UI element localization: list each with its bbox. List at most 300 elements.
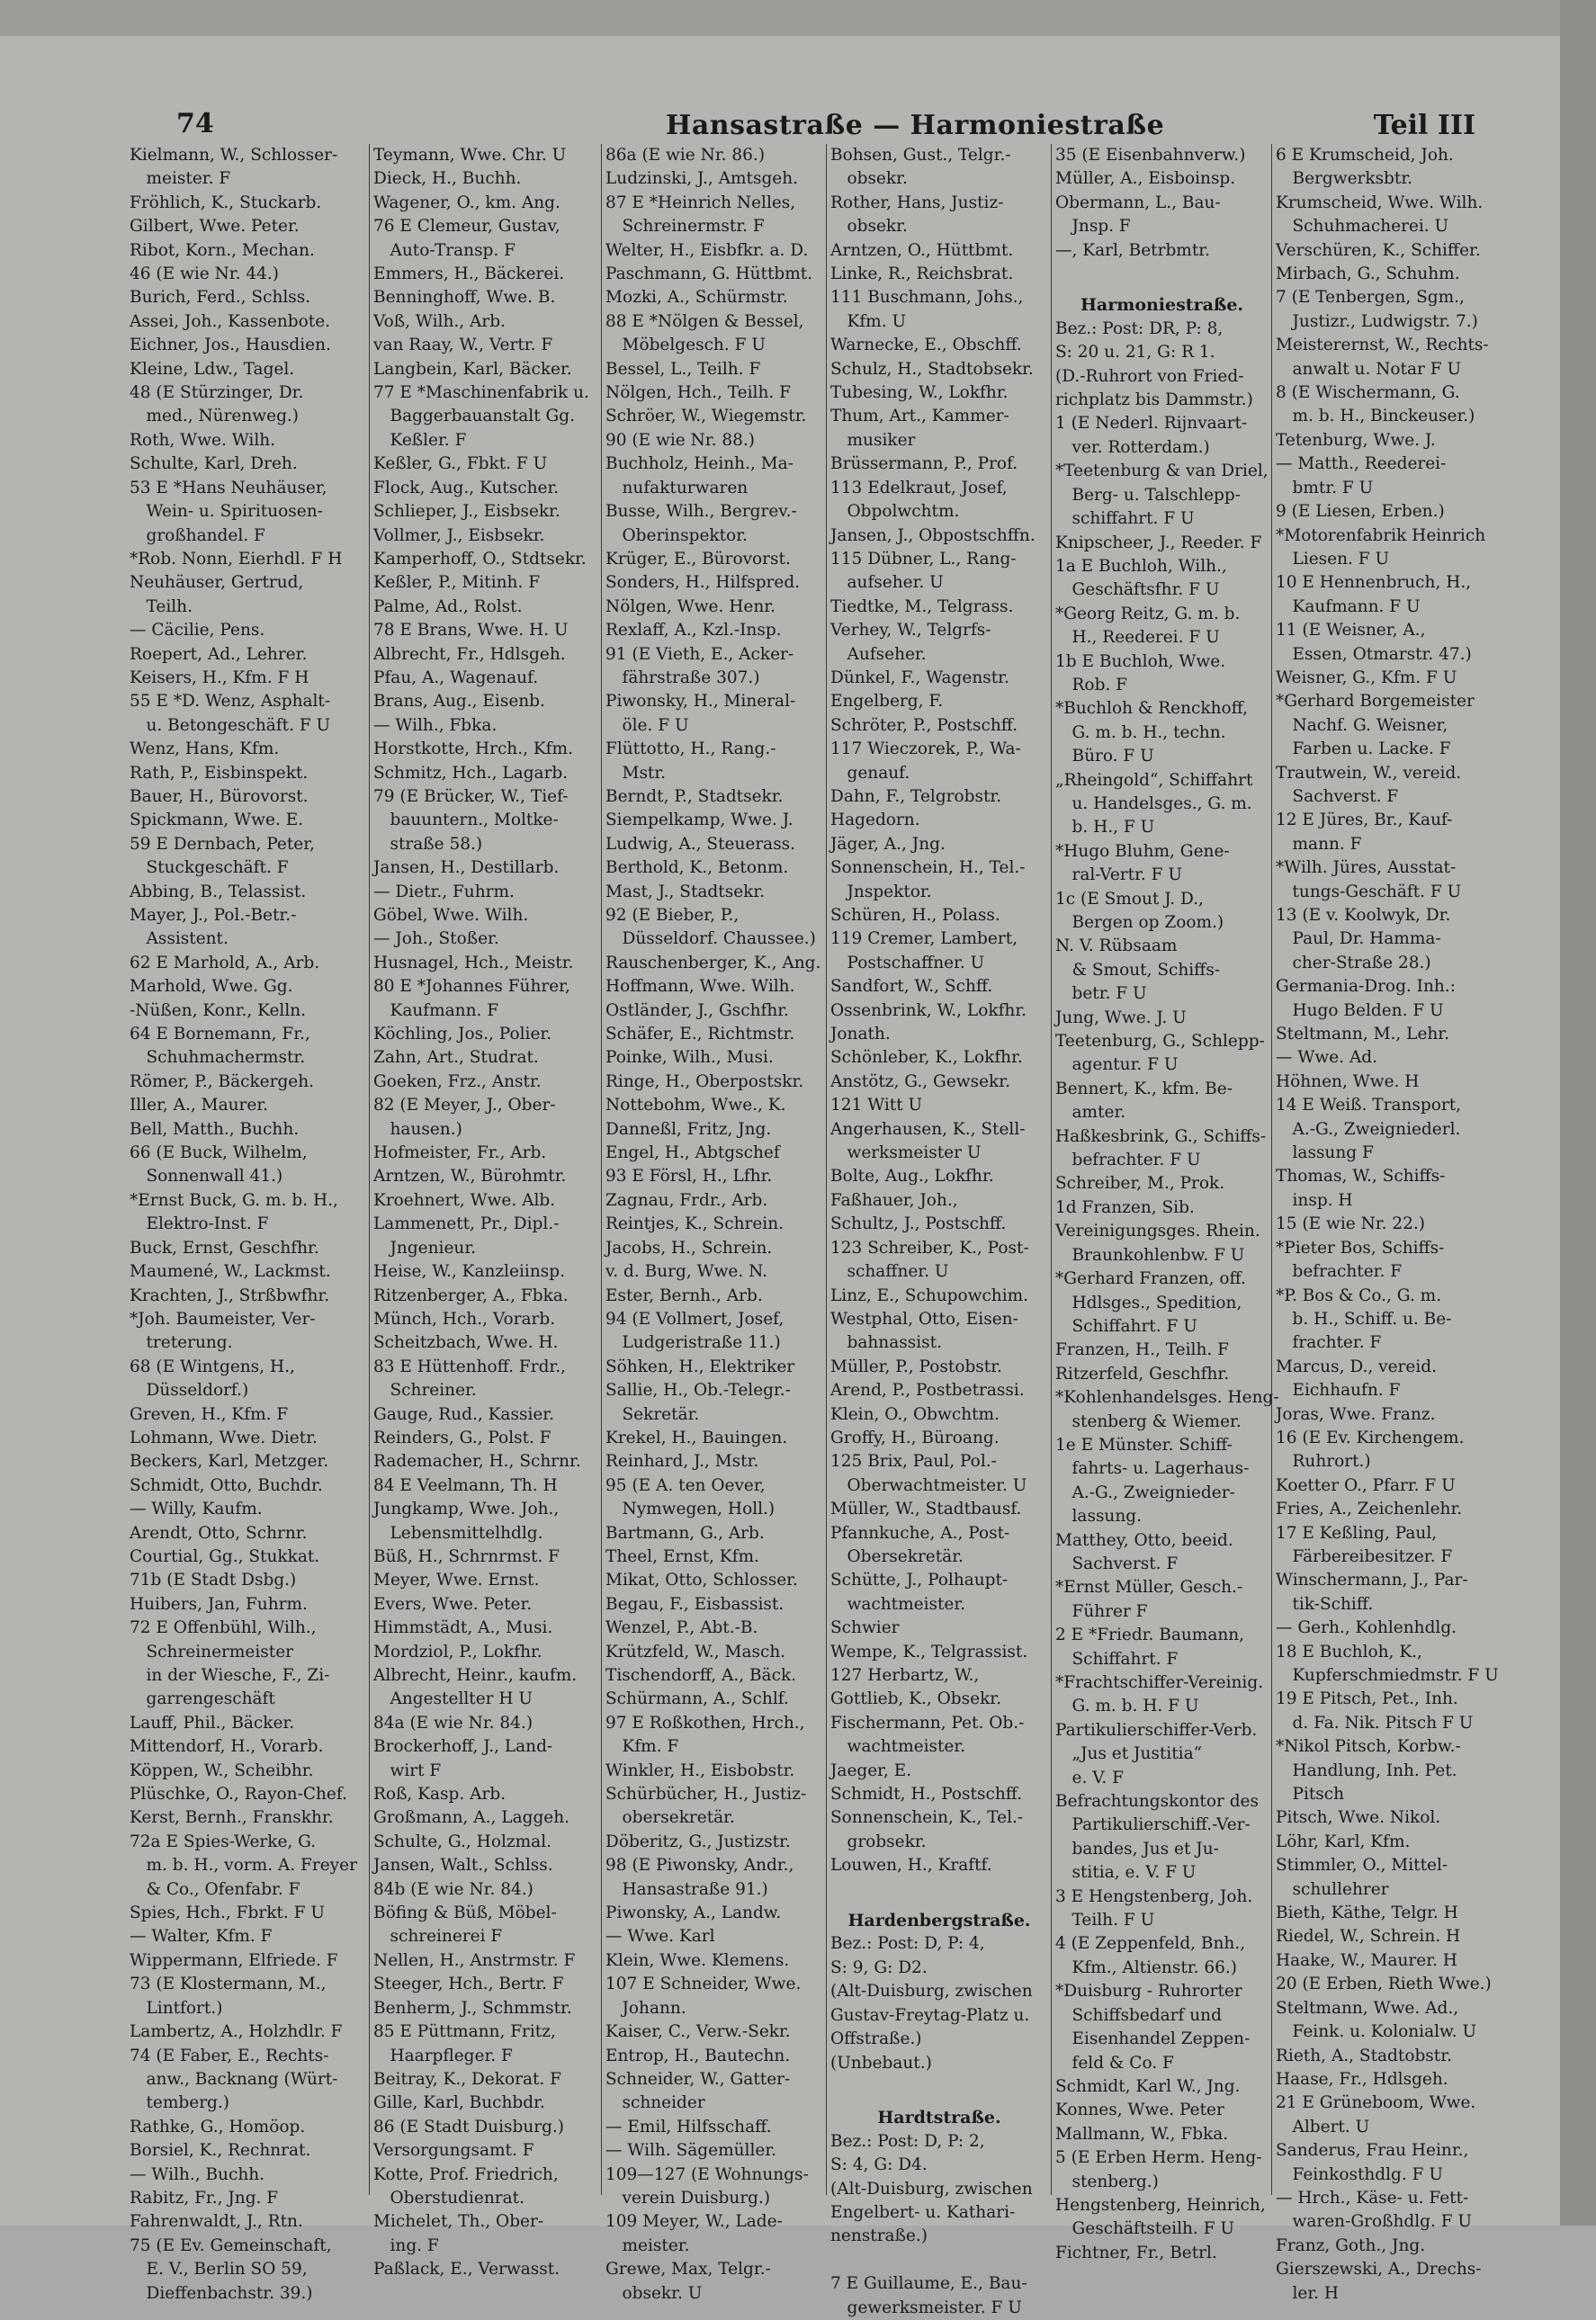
directory-entry: Nölgen, Hch., Teilh. F <box>605 383 791 403</box>
directory-entry: Winkler, H., Eisbobstr. <box>605 1760 795 1780</box>
directory-entry: Schreiner. <box>373 1381 477 1401</box>
directory-entry: Partikulierschiffer-Verb. <box>1055 1720 1258 1740</box>
directory-entry: Neuhäuser, Gertrud, <box>130 573 304 593</box>
directory-entry: 119 Cremer, Lambert, <box>830 929 1018 949</box>
directory-entry: Joras, Wwe. Franz. <box>1276 1404 1436 1424</box>
directory-entry: Burich, Ferd., Schlss. <box>130 288 311 308</box>
directory-entry: Arend, P., Postbetrassi. <box>830 1381 1025 1401</box>
directory-entry: 5 (E Erben Herm. Heng- <box>1055 2148 1262 2168</box>
directory-entry: — Dietr., Fuhrm. <box>373 882 515 901</box>
directory-entry: 21 E Grüneboom, Wwe. <box>1276 2093 1476 2113</box>
directory-entry: Benherm, J., Schmmstr. <box>373 1998 572 2018</box>
directory-entry: Bennert, K., kfm. Be- <box>1055 1079 1233 1098</box>
directory-entry: Zagnau, Frdr., Arb. <box>605 1190 768 1210</box>
directory-entry: Sallie, H., Ob.-Telegr.- <box>605 1381 791 1401</box>
directory-entry: Teilh. F U <box>1055 1911 1155 1930</box>
directory-entry: richplatz bis Dammstr.) <box>1055 390 1253 410</box>
directory-entry: (Alt-Duisburg, zwischen <box>830 1982 1033 2002</box>
directory-entry: Heise, W., Kanzleiinsp. <box>373 1262 565 1282</box>
directory-entry: Lammenett, Pr., Dipl.- <box>373 1214 560 1234</box>
street-heading: Hardtstraße. <box>877 2108 1001 2128</box>
directory-entry: Rabitz, Fr., Jng. F <box>130 2188 279 2208</box>
directory-entry: feld & Co. F <box>1055 2053 1174 2073</box>
directory-entry: & Co., Ofenfabr. F <box>130 1879 300 1899</box>
directory-entry: Jäger, A., Jng. <box>830 834 946 854</box>
directory-entry: 94 (E Vollmert, Josef, <box>605 1309 785 1329</box>
directory-entry: Reinhard, J., Mstr. <box>605 1452 759 1472</box>
directory-entry: G. m. b. H. F U <box>1055 1697 1199 1716</box>
directory-entry: — Gerh., Kohlenhdlg. <box>1276 1618 1457 1638</box>
directory-entry: 9 (E Liesen, Erben.) <box>1276 502 1445 522</box>
directory-entry: Trautwein, W., vereid. <box>1276 763 1462 783</box>
directory-entry: 68 (E Wintgens, H., <box>130 1357 295 1376</box>
directory-entry: großhandel. F <box>130 525 265 545</box>
directory-entry: Versorgungsamt. F <box>373 2141 534 2161</box>
directory-entry: Winschermann, J., Par- <box>1276 1571 1468 1590</box>
directory-entry: Paßlack, E., Verwasst. <box>373 2260 560 2280</box>
directory-entry: frachter. F <box>1276 1333 1382 1353</box>
directory-entry: 86 (E Stadt Duisburg.) <box>373 2117 565 2136</box>
directory-entry: S: 9, G: D2. <box>830 1957 928 1977</box>
directory-entry: Höhnen, Wwe. H <box>1276 1071 1420 1091</box>
directory-entry: Beitray, K., Dekorat. F <box>373 2069 562 2089</box>
directory-entry: Gierszewski, A., Drechs- <box>1276 2260 1482 2280</box>
directory-entry: Braunkohlenbw. F U <box>1055 1245 1245 1265</box>
directory-entry: Ossenbrink, W., Lokfhr. <box>830 1000 1027 1020</box>
directory-entry: Rathke, G., Homöop. <box>130 2117 306 2136</box>
directory-entry: Nölgen, Wwe. Henr. <box>605 596 776 616</box>
directory-entry: Schwier <box>830 1618 900 1638</box>
directory-entry: 72a E Spies-Werke, G. <box>130 1832 317 1851</box>
directory-entry: lassung F <box>1276 1143 1374 1163</box>
directory-entry: verein Duisburg.) <box>605 2188 771 2208</box>
directory-entry: 88 E *Nölgen & Bessel, <box>605 311 804 331</box>
directory-entry: Langbein, Karl, Bäcker. <box>373 359 572 379</box>
directory-entry: Borsiel, K., Rechnrat. <box>130 2141 311 2161</box>
directory-entry: Bez.: Post: DR, P: 8, <box>1055 318 1224 338</box>
directory-entry: Mikat, Otto, Schlosser. <box>605 1571 798 1590</box>
directory-entry: Wein- u. Spirituosen- <box>130 502 323 522</box>
directory-entry: Groffy, H., Büroang. <box>830 1428 1000 1447</box>
directory-entry: temberg.) <box>130 2093 229 2113</box>
directory-entry: 48 (E Stürzinger, Dr. <box>130 383 304 403</box>
directory-entry: Westphal, Otto, Eisen- <box>830 1309 1018 1329</box>
directory-entry: Fröhlich, K., Stuckarb. <box>130 193 322 212</box>
directory-entry: Arendt, Otto, Schrnr. <box>130 1523 308 1543</box>
directory-entry: Sandfort, W., Schff. <box>830 977 993 997</box>
directory-entry: Dünkel, F., Wagenstr. <box>830 667 1009 687</box>
directory-entry: wachtmeister. <box>830 1594 966 1614</box>
directory-entry: Bergen op Zoom.) <box>1055 913 1224 932</box>
directory-entry: hausen.) <box>373 1119 462 1139</box>
street-heading: Harmoniestraße. <box>1080 295 1244 316</box>
directory-entry: Kfm., Altienstr. 66.) <box>1055 1957 1237 1977</box>
directory-entry: 7 E Guillaume, E., Bau- <box>830 2274 1027 2294</box>
directory-entry: 2 E *Friedr. Baumann, <box>1055 1626 1245 1645</box>
directory-entry: *Ernst Buck, G. m. b. H., <box>130 1190 338 1210</box>
directory-entry: öle. F U <box>605 715 689 735</box>
directory-entry: Tischendorff, A., Bäck. <box>605 1666 797 1685</box>
directory-entry: Schreinermstr. F <box>605 217 765 237</box>
directory-entry: befrachter. F U <box>1055 1151 1201 1170</box>
directory-entry: Verhey, W., Telgrfs- <box>830 621 991 640</box>
directory-entry: -Nüßen, Konr., Kelln. <box>130 1000 307 1020</box>
columns-area <box>126 144 1502 2317</box>
directory-entry: 125 Brix, Paul, Pol.- <box>830 1452 997 1472</box>
directory-entry: 109 Meyer, W., Lade- <box>605 2212 783 2232</box>
directory-entry: Keßler, G., Fbkt. F U <box>373 454 548 474</box>
directory-entry: Bell, Matth., Buchh. <box>130 1119 300 1139</box>
directory-entry: Jonath. <box>830 1025 891 1044</box>
directory-entry: meister. F <box>130 169 231 189</box>
directory-entry: Köppen, W., Scheibhr. <box>130 1760 314 1780</box>
directory-entry: treterung. <box>130 1333 233 1353</box>
directory-entry: Schiffsbedarf und <box>1055 2005 1222 2025</box>
directory-entry: Feink. u. Kolonialw. U <box>1276 2022 1477 2042</box>
directory-entry: Jacobs, H., Schrein. <box>605 1238 773 1258</box>
directory-entry: Buchholz, Heinh., Ma- <box>605 454 794 474</box>
directory-entry: *Joh. Baumeister, Ver- <box>130 1309 316 1329</box>
directory-entry: in der Wiesche, F., Zi- <box>130 1666 330 1685</box>
directory-entry: Scheitzbach, Wwe. H. <box>373 1333 559 1353</box>
directory-entry: — Wilh., Buchh. <box>130 2164 265 2184</box>
directory-entry: 71b (E Stadt Dsbg.) <box>130 1571 297 1590</box>
directory-entry: Tetenburg, Wwe. J. <box>1276 430 1436 450</box>
directory-entry: *Duisburg - Ruhrorter <box>1055 1982 1242 2002</box>
directory-entry: Eichhaufn. F <box>1276 1381 1401 1401</box>
directory-entry: 8 (E Wischermann, G. <box>1276 383 1460 403</box>
directory-entry: Ruhrort.) <box>1276 1452 1371 1472</box>
directory-entry: Benninghoff, Wwe. B. <box>373 288 556 308</box>
directory-entry: Teilh. <box>130 596 193 616</box>
directory-entry: Thomas, W., Schiffs- <box>1276 1167 1446 1187</box>
directory-entry: Albert. U <box>1276 2117 1370 2136</box>
directory-entry: — Emil, Hilfsschaff. <box>605 2117 772 2136</box>
directory-entry: S: 4, G: D4. <box>830 2155 928 2175</box>
directory-entry: 87 E *Heinrich Nelles, <box>605 193 796 212</box>
directory-entry: 121 Witt U <box>830 1096 923 1115</box>
directory-entry: Krumscheid, Wwe. Wilh. <box>1276 193 1484 212</box>
directory-entry: anw., Backnang (Würt- <box>130 2069 338 2089</box>
directory-entry: 84 E Veelmann, Th. H <box>373 1475 558 1495</box>
directory-entry: Busse, Wilh., Bergrev.- <box>605 502 797 522</box>
directory-entry: *Gerhard Borgemeister <box>1276 692 1475 712</box>
directory-entry: Fischermann, Pet. Ob.- <box>830 1713 1025 1733</box>
directory-entry: Greven, H., Kfm. F <box>130 1404 289 1424</box>
directory-entry: Ludgeristraße 11.) <box>605 1333 781 1353</box>
directory-entry: 86a (E wie Nr. 86.) <box>605 146 766 165</box>
directory-entry: 97 E Roßkothen, Hrch., <box>605 1713 805 1733</box>
directory-entry: 19 E Pitsch, Pet., Inh. <box>1276 1689 1458 1709</box>
directory-entry: bauuntern., Moltke- <box>373 811 559 830</box>
directory-entry: nenstraße.) <box>830 2226 928 2246</box>
directory-entry: Spies, Hch., Fbrkt. F U <box>130 1903 325 1923</box>
directory-entry: Gilbert, Wwe. Peter. <box>130 217 300 237</box>
directory-entry: Sanderus, Frau Heinr., <box>1276 2141 1469 2161</box>
directory-entry: schiffahrt. F U <box>1055 509 1195 529</box>
directory-entry: nufakturwaren <box>605 478 749 497</box>
directory-entry: Schmitz, Hch., Lagarb. <box>373 763 569 783</box>
directory-entry: Hagedorn. <box>830 811 920 830</box>
column-3 <box>601 144 827 2303</box>
directory-entry: Rauschenberger, K., Ang. <box>605 953 821 972</box>
directory-entry: Schreinermeister <box>130 1642 293 1662</box>
directory-entry: Weisner, G., Kfm. F U <box>1276 667 1457 687</box>
directory-entry: Nottebohm, Wwe., K. <box>605 1096 786 1115</box>
directory-entry: Schmidt, H., Postschff. <box>830 1785 1023 1805</box>
directory-entry: Keßler, P., Mitinh. F <box>373 573 541 593</box>
directory-entry: — Wwe. Karl <box>605 1927 715 1947</box>
directory-entry: Klein, Wwe. Klemens. <box>605 1950 790 1970</box>
directory-entry: Kfm. U <box>830 311 907 331</box>
directory-entry: Anstötz, G., Gewsekr. <box>830 1071 1010 1091</box>
directory-entry: 77 E *Maschinenfabrik u. <box>373 383 589 403</box>
directory-entry: Roth, Wwe. Wilh. <box>130 430 276 450</box>
directory-entry: 75 (E Ev. Gemeinschaft, <box>130 2235 332 2255</box>
directory-entry: Bieth, Käthe, Telgr. H <box>1276 1903 1458 1923</box>
directory-entry: meister. <box>605 2235 690 2255</box>
directory-entry: Jung, Wwe. J. U <box>1055 1008 1187 1027</box>
directory-entry: m. b. H., Binckeuser.) <box>1276 407 1475 426</box>
directory-entry: 18 E Buchloh, K., <box>1276 1642 1422 1662</box>
directory-entry: Wippermann, Elfriede. F <box>130 1950 338 1970</box>
directory-entry: 73 (E Klostermann, M., <box>130 1975 327 1994</box>
directory-entry: Bartmann, G., Arb. <box>605 1523 765 1543</box>
directory-entry: wachtmeister. <box>830 1737 966 1757</box>
directory-entry: 1c (E Smout J. D., <box>1055 889 1204 909</box>
directory-entry: Evers, Wwe. Peter. <box>373 1594 533 1614</box>
directory-entry: Berg- u. Talschlepp- <box>1055 485 1241 505</box>
directory-entry: 1a E Buchloh, Wilh., <box>1055 556 1227 576</box>
directory-entry: Bez.: Post: D, P: 4, <box>830 1934 985 1954</box>
directory-entry: Möbelgesch. F U <box>605 336 766 355</box>
directory-entry: Gustav-Freytag-Platz u. <box>830 2005 1030 2025</box>
directory-entry: Matthey, Otto, beeid. <box>1055 1530 1233 1550</box>
directory-entry: b. H., F U <box>1055 818 1155 838</box>
directory-entry: Hansastraße 91.) <box>605 1879 768 1899</box>
directory-entry: cher-Straße 28.) <box>1276 953 1431 972</box>
directory-entry: Louwen, H., Kraftf. <box>830 1856 992 1876</box>
directory-entry: Kfm. F <box>605 1737 679 1757</box>
directory-entry: Schmidt, Karl W., Jng. <box>1055 2076 1241 2096</box>
directory-entry: 35 (E Eisenbahnverw.) <box>1055 146 1246 165</box>
directory-entry: *Pieter Bos, Schiffs- <box>1276 1238 1445 1258</box>
directory-entry: v. d. Burg, Wwe. N. <box>605 1262 768 1282</box>
directory-entry: Eisenhandel Zeppen- <box>1055 2029 1251 2049</box>
directory-entry: Jaeger, E. <box>830 1760 912 1780</box>
directory-entry: Sonders, H., Hilfspred. <box>605 573 801 593</box>
directory-entry: Rath, P., Eisbinspekt. <box>130 763 309 783</box>
directory-entry: — Willy, Kaufm. <box>130 1500 263 1519</box>
directory-entry: *Wilh. Jüres, Ausstat- <box>1276 858 1457 878</box>
directory-entry: *P. Bos & Co., G. m. <box>1276 1285 1442 1305</box>
directory-entry: Römer, P., Bäckergeh. <box>130 1071 315 1091</box>
directory-entry: Vereinigungsges. Rhein. <box>1055 1222 1260 1241</box>
directory-entry: Brüssermann, P., Prof. <box>830 454 1018 474</box>
directory-entry: 7 (E Tenbergen, Sgm., <box>1276 288 1465 308</box>
directory-entry: 12 E Jüres, Br., Kauf- <box>1276 811 1453 830</box>
directory-entry: Oberinspektor. <box>605 525 748 545</box>
directory-entry: A.-G., Zweignieder- <box>1055 1482 1235 1502</box>
directory-entry: Himmstädt, A., Musi. <box>373 1618 553 1638</box>
directory-entry: Nymwegen, Holl.) <box>605 1500 776 1519</box>
directory-entry: Lohmann, Wwe. Dietr. <box>130 1428 318 1447</box>
directory-entry: 76 E Clemeur, Gustav, <box>373 217 560 237</box>
directory-entry: Schröer, W., Wiegemstr. <box>605 407 807 426</box>
directory-entry: Paul, Dr. Hamma- <box>1276 929 1441 949</box>
directory-entry: Führer F <box>1055 1601 1148 1621</box>
directory-entry: Berthold, K., Betonm. <box>605 858 789 878</box>
directory-entry: Krekel, H., Bauingen. <box>605 1428 788 1447</box>
directory-entry: Riedel, W., Schrein. H <box>1276 1927 1461 1947</box>
directory-entry: —, Karl, Betrbmtr. <box>1055 240 1210 260</box>
directory-entry: Jansen, Walt., Schlss. <box>373 1856 553 1876</box>
directory-entry: 59 E Dernbach, Peter, <box>130 834 315 854</box>
directory-entry: obsekr. U <box>605 2283 703 2303</box>
directory-entry: 127 Herbartz, W., <box>830 1666 980 1685</box>
directory-entry: Schneider, W., Gatter- <box>605 2069 791 2089</box>
directory-entry: Böfing & Büß, Möbel- <box>373 1903 557 1923</box>
directory-entry: bmtr. F U <box>1276 478 1374 497</box>
directory-entry: bahnassist. <box>830 1333 942 1353</box>
directory-entry: Schiffahrt. F U <box>1055 1316 1197 1336</box>
directory-entry: Linz, E., Schupowchim. <box>830 1285 1029 1305</box>
directory-entry: Wagener, O., km. Ang. <box>373 193 560 212</box>
directory-entry: 66 (E Buck, Wilhelm, <box>130 1143 308 1163</box>
running-title: Hansastraße — Harmoniestraße <box>666 110 1165 141</box>
directory-entry: Mittendorf, H., Vorarb. <box>130 1737 324 1757</box>
directory-entry: Ribot, Korn., Mechan. <box>130 240 315 260</box>
directory-entry: Mozki, A., Schürmstr. <box>605 288 788 308</box>
directory-entry: Befrachtungskontor des <box>1055 1792 1259 1812</box>
directory-entry: Flock, Aug., Kutscher. <box>373 478 560 497</box>
directory-entry: Jnspektor. <box>830 882 932 901</box>
directory-entry: Emmers, H., Bäckerei. <box>373 264 565 284</box>
scan-border-top <box>0 0 1596 36</box>
directory-entry: 17 E Keßling, Paul, <box>1276 1523 1438 1543</box>
directory-entry: Marhold, Wwe. Gg. <box>130 977 293 997</box>
directory-entry: Bohsen, Gust., Telgr.- <box>830 146 1011 165</box>
directory-entry: Schuhmachermstr. <box>130 1048 306 1068</box>
directory-entry: Klein, O., Obwchtm. <box>830 1404 1000 1424</box>
column-2 <box>369 144 602 2280</box>
directory-entry <box>1052 263 1272 286</box>
directory-entry: Feinkosthdlg. F U <box>1276 2164 1443 2184</box>
directory-entry: ral-Vertr. F U <box>1055 865 1182 885</box>
directory-entry: Bez.: Post: D, P: 2, <box>830 2131 985 2151</box>
directory-entry: 98 (E Piwonsky, Andr., <box>605 1856 794 1876</box>
directory-entry: Teetenburg, G., Schlepp- <box>1055 1032 1265 1052</box>
directory-entry <box>827 2075 1052 2099</box>
directory-entry: Franz, Goth., Jng. <box>1276 2235 1426 2255</box>
directory-entry: Obpolwchtm. <box>830 502 960 522</box>
directory-entry: stenberg & Wiemer. <box>1055 1411 1242 1431</box>
directory-entry: Schreiber, M., Prok. <box>1055 1174 1225 1194</box>
directory-entry: Obermann, L., Bau- <box>1055 193 1221 212</box>
directory-entry: agentur. F U <box>1055 1055 1179 1075</box>
directory-entry: Steltmann, M., Lehr. <box>1276 1025 1449 1044</box>
directory-entry: musiker <box>830 430 916 450</box>
directory-entry: Mirbach, G., Schuhm. <box>1276 264 1460 284</box>
directory-entry: Sonnenschein, H., Tel.- <box>830 858 1026 878</box>
directory-entry: Albrecht, Heinr., kaufm. <box>373 1666 578 1685</box>
directory-entry: Steeger, Hch., Bertr. F <box>373 1975 564 1994</box>
directory-entry: Danneßl, Fritz, Jng. <box>605 1119 772 1139</box>
column-6 <box>1271 144 1503 2303</box>
directory-entry: stitia, e. V. F U <box>1055 1863 1197 1883</box>
directory-entry: Hofmeister, Fr., Arb. <box>373 1143 547 1163</box>
directory-entry: Jungkamp, Wwe. Joh., <box>373 1500 560 1519</box>
directory-entry: Sonnenschein, K., Tel.- <box>830 1808 1024 1828</box>
directory-entry: Krachten, J., Strßbwfhr. <box>130 1285 330 1305</box>
directory-entry: Wenz, Hans, Kfm. <box>130 739 280 759</box>
directory-entry: Offstraße.) <box>830 2029 922 2049</box>
directory-entry: *Buchloh & Renckhoff, <box>1055 699 1249 719</box>
directory-entry: H., Reederei. F U <box>1055 628 1220 648</box>
directory-entry: u. Betongeschäft. F U <box>130 715 331 735</box>
directory-entry: 6 E Krumscheid, Joh. <box>1276 146 1454 165</box>
directory-entry: 84b (E wie Nr. 84.) <box>373 1879 533 1899</box>
directory-entry: Johann. <box>605 1998 686 2018</box>
directory-entry: mann. F <box>1276 834 1362 854</box>
directory-entry: 1b E Buchloh, Wwe. <box>1055 651 1226 671</box>
directory-entry: 91 (E Vieth, E., Acker- <box>605 644 794 664</box>
directory-entry: Husnagel, Hch., Meistr. <box>373 953 574 972</box>
directory-entry: Stimmler, O., Mittel- <box>1276 1856 1448 1876</box>
directory-entry <box>827 2249 1052 2272</box>
directory-entry: Gottlieb, K., Obsekr. <box>830 1689 1001 1709</box>
directory-entry: waren-Großhdlg. F U <box>1276 2212 1473 2232</box>
directory-entry: Siempelkamp, Wwe. J. <box>605 811 794 830</box>
directory-entry: Köchling, Jos., Polier. <box>373 1025 552 1044</box>
directory-entry: 13 (E v. Koolwyk, Dr. <box>1276 906 1451 925</box>
directory-entry: Kaufmann. F U <box>1276 596 1421 616</box>
directory-entry: 107 E Schneider, Wwe. <box>605 1975 802 1994</box>
directory-entry: Bessel, L., Teilh. F <box>605 359 761 379</box>
directory-entry: Palme, Ad., Rolst. <box>373 596 523 616</box>
directory-entry: Wempe, K., Telgrassist. <box>830 1642 1028 1662</box>
directory-entry: Schürbücher, H., Justiz- <box>605 1785 807 1805</box>
directory-entry: & Smout, Schiffs- <box>1055 960 1221 980</box>
directory-entry: Justizr., Ludwigstr. 7.) <box>1276 311 1478 331</box>
directory-entry: Jansen, H., Destillarb. <box>373 858 560 878</box>
directory-entry: „Rheingold“, Schiffahrt <box>1055 770 1253 790</box>
directory-entry: Bergwerksbtr. <box>1276 169 1413 189</box>
directory-entry: 16 (E Ev. Kirchengem. <box>1276 1428 1465 1447</box>
directory-entry: Haase, Fr., Hdlsgeh. <box>1276 2069 1448 2089</box>
directory-entry: Teymann, Wwe. Chr. U <box>373 146 567 165</box>
directory-entry: m. b. H., vorm. A. Freyer <box>130 1856 357 1876</box>
directory-entry: 90 (E wie Nr. 88.) <box>605 430 756 450</box>
directory-entry: Aufseher. <box>830 644 927 664</box>
directory-entry: Pfau, A., Wagenauf. <box>373 667 539 687</box>
directory-entry: Lambertz, A., Holzhdlr. F <box>130 2022 343 2042</box>
directory-entry: Brockerhoff, J., Land- <box>373 1737 553 1757</box>
directory-entry: Lauff, Phil., Bäcker. <box>130 1713 295 1733</box>
directory-entry: Warnecke, E., Obschff. <box>830 336 1022 355</box>
directory-entry: Vollmer, J., Eisbsekr. <box>373 525 545 545</box>
directory-entry: Albrecht, Fr., Hdlsgeh. <box>373 644 566 664</box>
directory-entry: Büß, H., Schrnrmst. F <box>373 1546 560 1566</box>
directory-entry: Roß, Kasp. Arb. <box>373 1785 507 1805</box>
directory-entry: gewerksmeister. F U <box>830 2298 1022 2317</box>
directory-entry: Angestellter H U <box>373 1689 533 1709</box>
directory-entry: Franzen, H., Teilh. F <box>1055 1340 1229 1360</box>
directory-entry: Pitsch, Wwe. Nikol. <box>1276 1808 1441 1828</box>
directory-entry: Assistent. <box>130 929 229 949</box>
directory-entry: Pitsch <box>1276 1785 1345 1805</box>
directory-entry: Mordziol, P., Lokfhr. <box>373 1642 542 1662</box>
